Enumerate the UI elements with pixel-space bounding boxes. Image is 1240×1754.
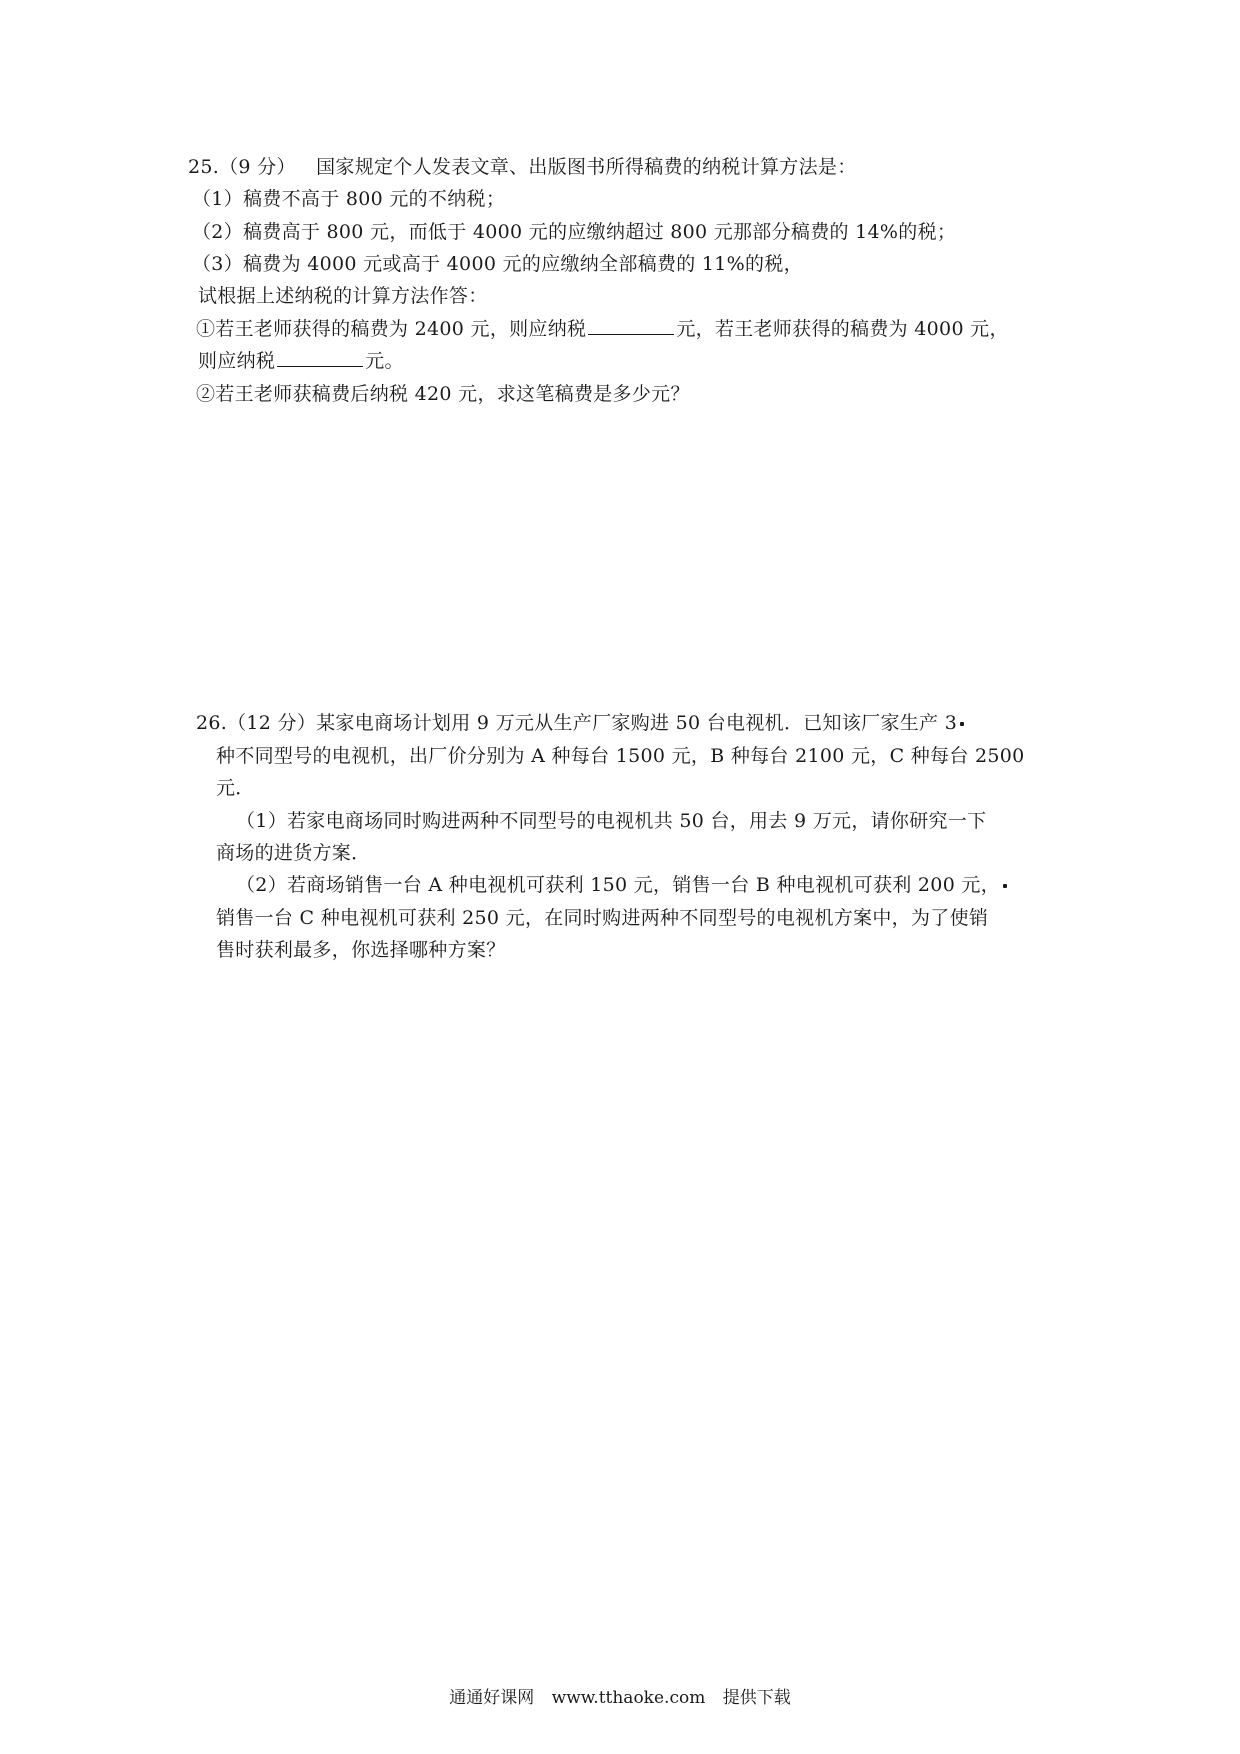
footer-url-link[interactable]: www.tthaoke.com bbox=[551, 1688, 706, 1708]
stray-dot-mark bbox=[1003, 884, 1007, 888]
stray-dot-mark bbox=[960, 722, 964, 726]
q25-header bbox=[188, 154, 857, 180]
q25-rule-2: （2）稿费高于 800 元，而低于 4000 元的应缴纳超过 800 元那部分稿费的 14%的税； bbox=[192, 221, 957, 243]
q25-rule-1: （1）稿费不高于 800 元的不纳税； bbox=[192, 188, 506, 210]
q25-intro: 国家规定个人发表文章、出版图书所得稿费的纳税计算方法是： bbox=[316, 156, 857, 178]
q25-part1-text-c: 则应纳税 bbox=[198, 350, 276, 372]
q25-rule-3: （3）稿费为 4000 元或高于 4000 元的应缴纳全部稿费的 11%的税， bbox=[192, 253, 803, 275]
q26-line-1 bbox=[196, 710, 964, 736]
q25-part1-line1 bbox=[196, 316, 1009, 342]
footer-site-name: 通通好课网 bbox=[449, 1688, 535, 1708]
q25-part1-text-b: 元，若王老师获得的稿费为 4000 元， bbox=[676, 318, 1009, 340]
q26-sub1-line-1: （1）若家电商场同时购进两种不同型号的电视机共 50 台，用去 9 万元，请你研究一下 bbox=[236, 810, 987, 832]
answer-blank-1[interactable] bbox=[588, 316, 674, 335]
q25-part1-text-d: 元。 bbox=[365, 350, 404, 372]
page-footer bbox=[0, 1686, 1240, 1710]
q26-sub2-line-2: 销售一台 C 种电视机可获利 250 元，在同时购进两种不同型号的电视机方案中，为了使销 bbox=[216, 907, 989, 929]
q26-text-1: 26.（12 分）某家电商场计划用 9 万元从生产厂家购进 50 台电视机．已知该厂家生产 3 bbox=[196, 712, 958, 734]
q26-sub2-text-1: （2）若商场销售一台 A 种电视机可获利 150 元，销售一台 B 种电视机可获利 200 元， bbox=[236, 874, 1001, 896]
q26-line-3: 元． bbox=[216, 777, 255, 799]
footer-suffix: 提供下载 bbox=[722, 1688, 791, 1708]
q25-instruction: 试根据上述纳税的计算方法作答： bbox=[198, 285, 488, 307]
q26-line-2: 种不同型号的电视机，出厂价分别为 A 种每台 1500 元，B 种每台 2100 元，C 种每台 2500 bbox=[216, 745, 1025, 767]
q25-score: （9 分） bbox=[219, 156, 296, 178]
answer-blank-2[interactable] bbox=[277, 348, 363, 367]
q25-part2: ②若王老师获稿费后纳税 420 元，求这笔稿费是多少元？ bbox=[196, 383, 690, 405]
q25-part1-line2 bbox=[198, 348, 404, 374]
q26-sub2-line-3: 售时获利最多，你选择哪种方案？ bbox=[216, 939, 506, 961]
q25-part1-text-a: ①若王老师获得的稿费为 2400 元，则应纳税 bbox=[196, 318, 587, 340]
q26-sub1-line-2: 商场的进货方案． bbox=[216, 842, 371, 864]
q26-sub2-line-1 bbox=[236, 872, 1007, 898]
q25-number: 25. bbox=[188, 156, 220, 178]
